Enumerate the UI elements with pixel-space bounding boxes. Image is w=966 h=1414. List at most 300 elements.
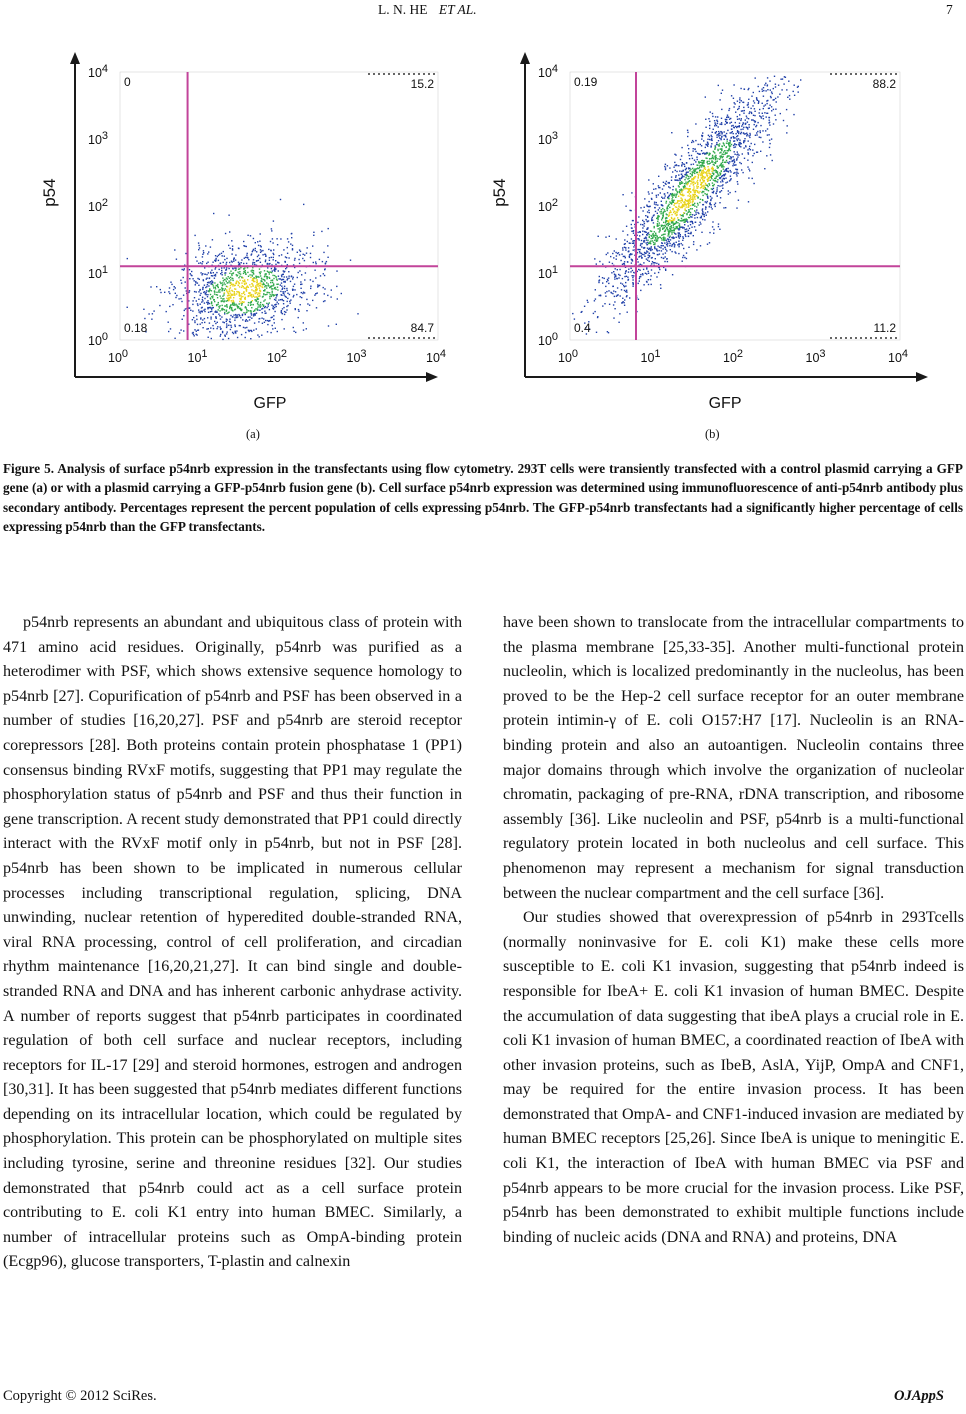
event-dot <box>247 279 248 280</box>
event-dot <box>617 269 618 270</box>
event-dot <box>631 262 632 263</box>
event-dot <box>172 304 173 305</box>
event-dot <box>690 224 691 225</box>
event-dot <box>202 297 203 298</box>
event-dot <box>666 217 667 218</box>
event-dot <box>646 232 647 233</box>
event-dot <box>742 153 743 154</box>
event-dot <box>652 233 653 234</box>
event-dot <box>285 291 286 292</box>
event-dot <box>703 185 704 186</box>
event-dot <box>639 252 640 253</box>
event-dot <box>241 276 242 277</box>
event-dot <box>769 105 770 106</box>
event-dot <box>627 234 628 235</box>
event-dot <box>690 201 691 202</box>
event-dot <box>690 169 691 170</box>
event-dot <box>765 104 766 105</box>
event-dot <box>249 274 250 275</box>
event-dot <box>713 129 714 130</box>
event-dot <box>229 288 230 289</box>
event-dot <box>657 221 658 222</box>
event-dot <box>627 261 628 262</box>
event-dot <box>284 276 285 277</box>
event-dot <box>229 295 230 296</box>
event-dot <box>743 122 744 123</box>
event-dot <box>202 311 203 312</box>
event-dot <box>650 279 651 280</box>
event-dot <box>714 152 715 153</box>
event-dot <box>765 90 766 91</box>
event-dot <box>217 284 218 285</box>
event-dot <box>207 282 208 283</box>
event-dot <box>728 171 729 172</box>
event-dot <box>667 235 668 236</box>
event-dot <box>248 304 249 305</box>
event-dot <box>694 192 695 193</box>
event-dot <box>769 117 770 118</box>
event-dot <box>661 225 662 226</box>
event-dot <box>637 249 638 250</box>
event-dot <box>640 207 641 208</box>
event-dot <box>220 326 221 327</box>
event-dot <box>748 107 749 108</box>
event-dot <box>594 311 595 312</box>
event-dot <box>686 218 687 219</box>
event-dot <box>678 229 679 230</box>
event-dot <box>632 243 633 244</box>
event-dot <box>684 166 685 167</box>
y-axis-title: p54 <box>40 178 59 207</box>
event-dot <box>262 284 263 285</box>
event-dot <box>250 305 251 306</box>
event-dot <box>705 147 706 148</box>
event-dot <box>678 208 679 209</box>
event-dot <box>707 244 708 245</box>
event-dot <box>195 281 196 282</box>
x-tick-label: 101 <box>187 348 208 365</box>
event-dot <box>616 238 617 239</box>
event-dot <box>183 295 184 296</box>
event-dot <box>644 231 645 232</box>
event-dot <box>690 192 691 193</box>
event-dot <box>667 165 668 166</box>
event-dot <box>714 162 715 163</box>
event-dot <box>774 76 775 77</box>
event-dot <box>258 260 259 261</box>
event-dot <box>649 212 650 213</box>
event-dot <box>661 245 662 246</box>
event-dot <box>608 283 609 284</box>
event-dot <box>200 262 201 263</box>
event-dot <box>222 282 223 283</box>
event-dot <box>654 273 655 274</box>
event-dot <box>663 258 664 259</box>
event-dot <box>664 234 665 235</box>
event-dot <box>727 130 728 131</box>
event-dot <box>198 285 199 286</box>
event-dot <box>299 249 300 250</box>
event-dot <box>251 274 252 275</box>
event-dot <box>625 249 626 250</box>
event-dot <box>727 122 728 123</box>
event-dot <box>255 299 256 300</box>
event-dot <box>250 338 251 339</box>
event-dot <box>169 306 170 307</box>
event-dot <box>671 232 672 233</box>
event-dot <box>657 225 658 226</box>
event-dot <box>778 85 779 86</box>
event-dot <box>262 296 263 297</box>
event-dot <box>704 193 705 194</box>
event-dot <box>751 113 752 114</box>
quadrant-value-bottom-left: 0.4 <box>574 321 591 335</box>
event-dot <box>227 282 228 283</box>
event-dot <box>688 148 689 149</box>
event-dot <box>193 317 194 318</box>
event-dot <box>275 304 276 305</box>
event-dot <box>208 285 209 286</box>
event-dot <box>624 299 625 300</box>
event-dot <box>789 99 790 100</box>
event-dot <box>605 237 606 238</box>
event-dot <box>654 262 655 263</box>
event-dot <box>682 257 683 258</box>
event-dot <box>698 177 699 178</box>
event-dot <box>642 210 643 211</box>
event-dot <box>206 274 207 275</box>
event-dot <box>255 250 256 251</box>
event-dot <box>675 197 676 198</box>
dot-cloud-b <box>572 76 801 335</box>
event-dot <box>637 261 638 262</box>
event-dot <box>191 271 192 272</box>
event-dot <box>176 295 177 296</box>
event-dot <box>233 302 234 303</box>
event-dot <box>324 268 325 269</box>
event-dot <box>667 210 668 211</box>
event-dot <box>246 319 247 320</box>
event-dot <box>160 292 161 293</box>
event-dot <box>800 79 801 80</box>
event-dot <box>630 271 631 272</box>
event-dot <box>675 211 676 212</box>
event-dot <box>633 284 634 285</box>
event-dot <box>182 319 183 320</box>
event-dot <box>153 310 154 311</box>
event-dot <box>241 304 242 305</box>
event-dot <box>762 141 763 142</box>
event-dot <box>283 303 284 304</box>
event-dot <box>627 312 628 313</box>
event-dot <box>624 256 625 257</box>
event-dot <box>624 239 625 240</box>
event-dot <box>600 295 601 296</box>
event-dot <box>712 113 713 114</box>
event-dot <box>716 144 717 145</box>
event-dot <box>626 226 627 227</box>
event-dot <box>219 305 220 306</box>
event-dot <box>739 126 740 127</box>
event-dot <box>673 230 674 231</box>
event-dot <box>224 267 225 268</box>
event-dot <box>295 332 296 333</box>
event-dot <box>705 201 706 202</box>
event-dot <box>700 165 701 166</box>
event-dot <box>723 174 724 175</box>
event-dot <box>224 256 225 257</box>
event-dot <box>230 285 231 286</box>
flow-plot-a <box>30 50 470 422</box>
event-dot <box>302 293 303 294</box>
event-dot <box>751 96 752 97</box>
event-dot <box>255 248 256 249</box>
event-dot <box>681 174 682 175</box>
event-dot <box>218 302 219 303</box>
event-dot <box>696 190 697 191</box>
event-dot <box>673 238 674 239</box>
event-dot <box>628 251 629 252</box>
event-dot <box>745 123 746 124</box>
event-dot <box>704 214 705 215</box>
event-dot <box>284 288 285 289</box>
event-dot <box>196 260 197 261</box>
event-dot <box>615 275 616 276</box>
event-dot <box>262 254 263 255</box>
event-dot <box>701 138 702 139</box>
event-dot <box>749 146 750 147</box>
event-dot <box>709 170 710 171</box>
event-dot <box>679 183 680 184</box>
y-tick-label: 102 <box>538 197 559 214</box>
event-dot <box>294 259 295 260</box>
event-dot <box>214 299 215 300</box>
event-dot <box>230 297 231 298</box>
event-dot <box>206 278 207 279</box>
event-dot <box>323 273 324 274</box>
y-tick-exponent: 2 <box>551 197 559 209</box>
event-dot <box>760 125 761 126</box>
event-dot <box>612 263 613 264</box>
event-dot <box>357 313 358 314</box>
event-dot <box>658 250 659 251</box>
quadrant-value-bottom-left: 0.18 <box>124 321 148 335</box>
event-dot <box>749 127 750 128</box>
event-dot <box>695 230 696 231</box>
event-dot <box>226 277 227 278</box>
event-dot <box>655 237 656 238</box>
event-dot <box>748 201 749 202</box>
event-dot <box>192 300 193 301</box>
event-dot <box>661 235 662 236</box>
event-dot <box>646 268 647 269</box>
event-dot <box>678 236 679 237</box>
event-dot <box>682 240 683 241</box>
event-dot <box>255 285 256 286</box>
event-dot <box>722 90 723 91</box>
quadrant-value-top-right: 88.2 <box>872 77 896 91</box>
event-dot <box>208 337 209 338</box>
event-dot <box>756 132 757 133</box>
event-dot <box>703 188 704 189</box>
event-dot <box>700 184 701 185</box>
event-dot <box>234 257 235 258</box>
event-dot <box>684 188 685 189</box>
event-dot <box>714 204 715 205</box>
event-dot <box>667 197 668 198</box>
event-dot <box>669 212 670 213</box>
event-dot <box>301 292 302 293</box>
event-dot <box>323 287 324 288</box>
event-dot <box>711 136 712 137</box>
event-dot <box>779 94 780 95</box>
event-dot <box>292 278 293 279</box>
event-dot <box>292 249 293 250</box>
event-dot <box>231 327 232 328</box>
event-dot <box>744 138 745 139</box>
event-dot <box>683 219 684 220</box>
y-tick-label: 104 <box>538 63 559 80</box>
event-dot <box>687 175 688 176</box>
event-dot <box>726 168 727 169</box>
event-dot <box>304 254 305 255</box>
x-tick-label: 102 <box>723 348 744 365</box>
event-dot <box>696 185 697 186</box>
event-dot <box>648 271 649 272</box>
event-dot <box>719 191 720 192</box>
event-dot <box>200 312 201 313</box>
event-dot <box>745 119 746 120</box>
event-dot <box>617 287 618 288</box>
panel-label-a: (a) <box>246 427 260 441</box>
event-dot <box>247 257 248 258</box>
event-dot <box>747 152 748 153</box>
event-dot <box>724 154 725 155</box>
event-dot <box>254 310 255 311</box>
event-dot <box>754 120 755 121</box>
event-dot <box>707 163 708 164</box>
event-dot <box>660 288 661 289</box>
event-dot <box>665 195 666 196</box>
event-dot <box>646 242 647 243</box>
event-dot <box>185 287 186 288</box>
event-dot <box>737 183 738 184</box>
event-dot <box>612 286 613 287</box>
event-dot <box>671 180 672 181</box>
event-dot <box>743 147 744 148</box>
event-dot <box>684 257 685 258</box>
event-dot <box>739 140 740 141</box>
event-dot <box>262 312 263 313</box>
event-dot <box>281 282 282 283</box>
event-dot <box>246 286 247 287</box>
y-tick-exponent: 0 <box>551 331 559 343</box>
event-dot <box>640 224 641 225</box>
event-dot <box>275 269 276 270</box>
event-dot <box>225 274 226 275</box>
event-dot <box>701 187 702 188</box>
event-dot <box>709 173 710 174</box>
event-dot <box>226 262 227 263</box>
event-dot <box>687 181 688 182</box>
event-dot <box>242 296 243 297</box>
event-dot <box>669 237 670 238</box>
event-dot <box>652 237 653 238</box>
event-dot <box>264 311 265 312</box>
event-dot <box>248 296 249 297</box>
event-dot <box>643 254 644 255</box>
y-tick-exponent: 2 <box>101 197 109 209</box>
event-dot <box>233 259 234 260</box>
event-dot <box>224 259 225 260</box>
x-axis-arrow-b <box>916 372 928 382</box>
event-dot <box>235 259 236 260</box>
event-dot <box>194 322 195 323</box>
event-dot <box>662 253 663 254</box>
event-dot <box>654 246 655 247</box>
event-dot <box>674 246 675 247</box>
event-dot <box>275 289 276 290</box>
event-dot <box>210 327 211 328</box>
event-dot <box>632 260 633 261</box>
event-dot <box>712 168 713 169</box>
event-dot <box>324 300 325 301</box>
event-dot <box>200 324 201 325</box>
event-dot <box>692 222 693 223</box>
event-dot <box>694 199 695 200</box>
event-dot <box>705 188 706 189</box>
event-dot <box>706 158 707 159</box>
footer-journal: OJAppS <box>894 1388 944 1404</box>
event-dot <box>293 286 294 287</box>
event-dot <box>660 247 661 248</box>
event-dot <box>631 192 632 193</box>
event-dot <box>738 131 739 132</box>
event-dot <box>206 302 207 303</box>
event-dot <box>662 217 663 218</box>
x-tick-exponent: 1 <box>654 348 661 360</box>
event-dot <box>192 310 193 311</box>
event-dot <box>712 172 713 173</box>
event-dot <box>645 219 646 220</box>
event-dot <box>248 317 249 318</box>
event-dot <box>221 267 222 268</box>
event-dot <box>693 148 694 149</box>
event-dot <box>715 159 716 160</box>
event-dot <box>687 183 688 184</box>
event-dot <box>744 89 745 90</box>
event-dot <box>226 267 227 268</box>
event-dot <box>738 200 739 201</box>
event-dot <box>669 187 670 188</box>
event-dot <box>728 110 729 111</box>
event-dot <box>694 210 695 211</box>
event-dot <box>705 183 706 184</box>
event-dot <box>672 244 673 245</box>
event-dot <box>235 285 236 286</box>
event-dot <box>675 165 676 166</box>
y-tick-exponent: 1 <box>551 264 559 276</box>
event-dot <box>712 175 713 176</box>
event-dot <box>675 180 676 181</box>
event-dot <box>722 146 723 147</box>
event-dot <box>272 238 273 239</box>
event-dot <box>276 276 277 277</box>
event-dot <box>197 303 198 304</box>
event-dot <box>251 314 252 315</box>
event-dot <box>740 129 741 130</box>
event-dot <box>686 228 687 229</box>
